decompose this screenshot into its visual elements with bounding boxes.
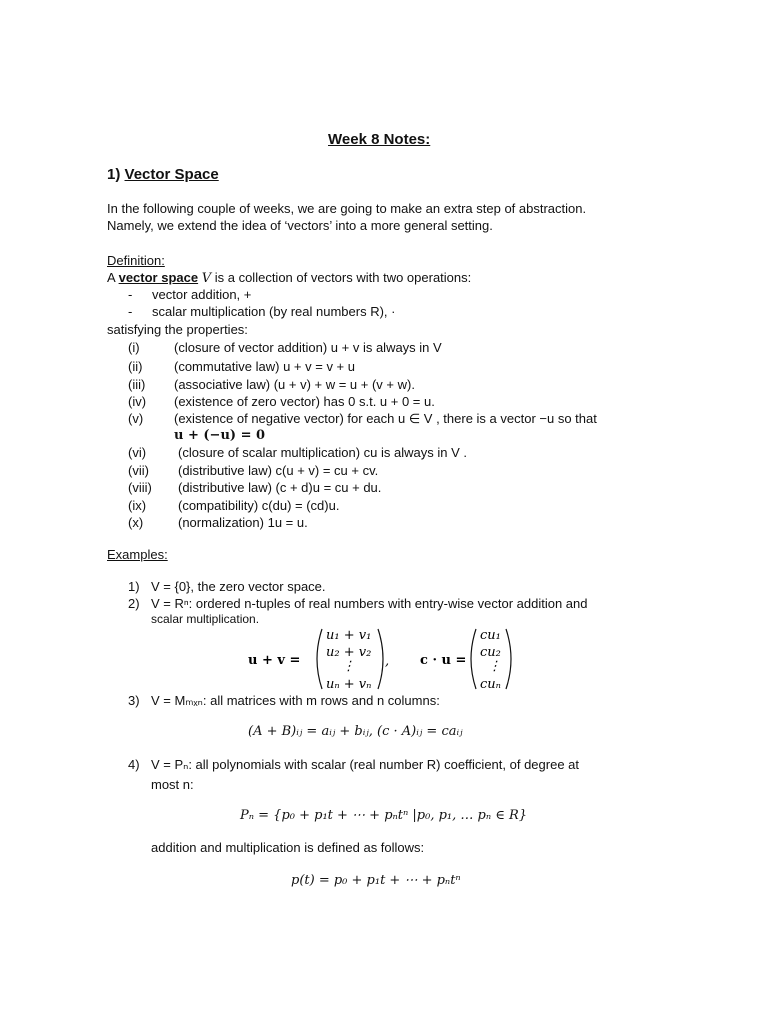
left-paren (471, 629, 476, 689)
definition-term: vector space (118, 270, 199, 285)
col2-entry: cuₙ (480, 677, 501, 692)
prop-num: (ii) (128, 359, 143, 374)
example-text: V = Pₙ: all polynomials with scalar (real number R) coefficient, of degree at (151, 757, 579, 772)
polynomial-set: Pₙ = {p₀ + p₁t + ⋯ + pₙtⁿ |p₀, p₁, … pₙ ∈ R} (240, 808, 528, 823)
example-num: 4) (128, 757, 140, 772)
example-num: 3) (128, 693, 140, 708)
col2-entry: ⋮ (488, 659, 501, 674)
example-text: V = Rⁿ: ordered n-tuples of real numbers with entry-wise vector addition and (151, 596, 588, 611)
prop-text: (normalization) 1u = u. (178, 515, 308, 530)
definition-heading: Definition: (107, 253, 165, 268)
right-paren (378, 629, 383, 689)
section-heading (107, 166, 219, 183)
example-num: 2) (128, 596, 140, 611)
example-num: 1) (128, 579, 140, 594)
prop-text: (commutative law) u + v = v + u (174, 359, 355, 374)
polynomial-definition: p(t) = p₀ + p₁t + ⋯ + pₙtⁿ (291, 873, 461, 888)
definition-a: A (107, 270, 115, 285)
col1-entry: u₂ + v₂ (326, 645, 372, 660)
vector-addition-display (0, 625, 768, 695)
page-title: Week 8 Notes: (328, 131, 431, 148)
definition-rest: is a collection of vectors with two operations: (214, 270, 472, 285)
prop-num: (vii) (128, 463, 149, 478)
col1-entry: uₙ + vₙ (326, 677, 372, 692)
prop-text: (closure of scalar multiplication) cu is always in V . (178, 445, 467, 460)
intro-line-1: In the following couple of weeks, we are going to make an extra step of abstraction. (107, 201, 587, 216)
section-number: 1) (107, 166, 121, 183)
vector-lhs: u + v = (248, 653, 301, 668)
op-bullet-1: - (128, 287, 133, 302)
col1-entry: ⋮ (342, 659, 355, 674)
op-bullet-2: - (128, 304, 133, 319)
definition-line (107, 269, 471, 287)
symbol-v: V (201, 271, 212, 286)
addmult-line: addition and multiplication is defined as follows: (151, 840, 425, 855)
examples-heading: Examples: (107, 547, 168, 562)
right-paren (506, 629, 511, 689)
example-text: V = {0}, the zero vector space. (151, 579, 326, 594)
prop-text: (existence of negative vector) for each u ∈ V , there is a vector −u so that (174, 411, 597, 426)
satisfying-line: satisfying the properties: (107, 322, 248, 337)
prop-text: (existence of zero vector) has 0 s.t. u + 0 = u. (174, 394, 435, 409)
prop-num: (iv) (128, 394, 147, 409)
prop-text: (compatibility) c(du) = (cd)u. (178, 498, 340, 513)
prop-text-continuation: u + (−u) = 0 (174, 428, 266, 443)
prop-num: (i) (128, 340, 140, 355)
col2-entry: cu₁ (480, 628, 501, 643)
col2-entry: cu₂ (480, 645, 501, 660)
prop-text: (distributive law) c(u + v) = cu + cv. (178, 463, 379, 478)
prop-num: (vi) (128, 445, 147, 460)
matrix-equation: (A + B)ᵢⱼ = aᵢⱼ + bᵢⱼ, (c · A)ᵢⱼ = caᵢⱼ (248, 724, 463, 739)
prop-text: (distributive law) (c + d)u = cu + du. (178, 480, 382, 495)
prop-num: (x) (128, 515, 144, 530)
intro-line-2: Namely, we extend the idea of ‘vectors’ into a more general setting. (107, 218, 493, 233)
example-text-continuation: scalar multiplication. (151, 612, 260, 626)
section-title: Vector Space (124, 166, 219, 183)
prop-text: (associative law) (u + v) + w = u + (v + w). (174, 377, 415, 392)
prop-num: (viii) (128, 480, 152, 495)
op-text-2: scalar multiplication (by real numbers R), · (152, 304, 396, 319)
prop-num: (v) (128, 411, 144, 426)
col1-entry: u₁ + v₁ (326, 628, 372, 643)
example-text: V = Mₘₓₙ: all matrices with m rows and n columns: (151, 693, 440, 708)
prop-num: (ix) (128, 498, 147, 513)
prop-num: (iii) (128, 377, 146, 392)
scalar-lhs: c · u = (420, 653, 467, 668)
vector-comma: , (385, 654, 390, 669)
example-text-continuation: most n: (151, 777, 194, 792)
left-paren (317, 629, 322, 689)
op-text-1: vector addition, + (152, 287, 252, 302)
prop-text: (closure of vector addition) u + v is always in V (174, 340, 442, 355)
